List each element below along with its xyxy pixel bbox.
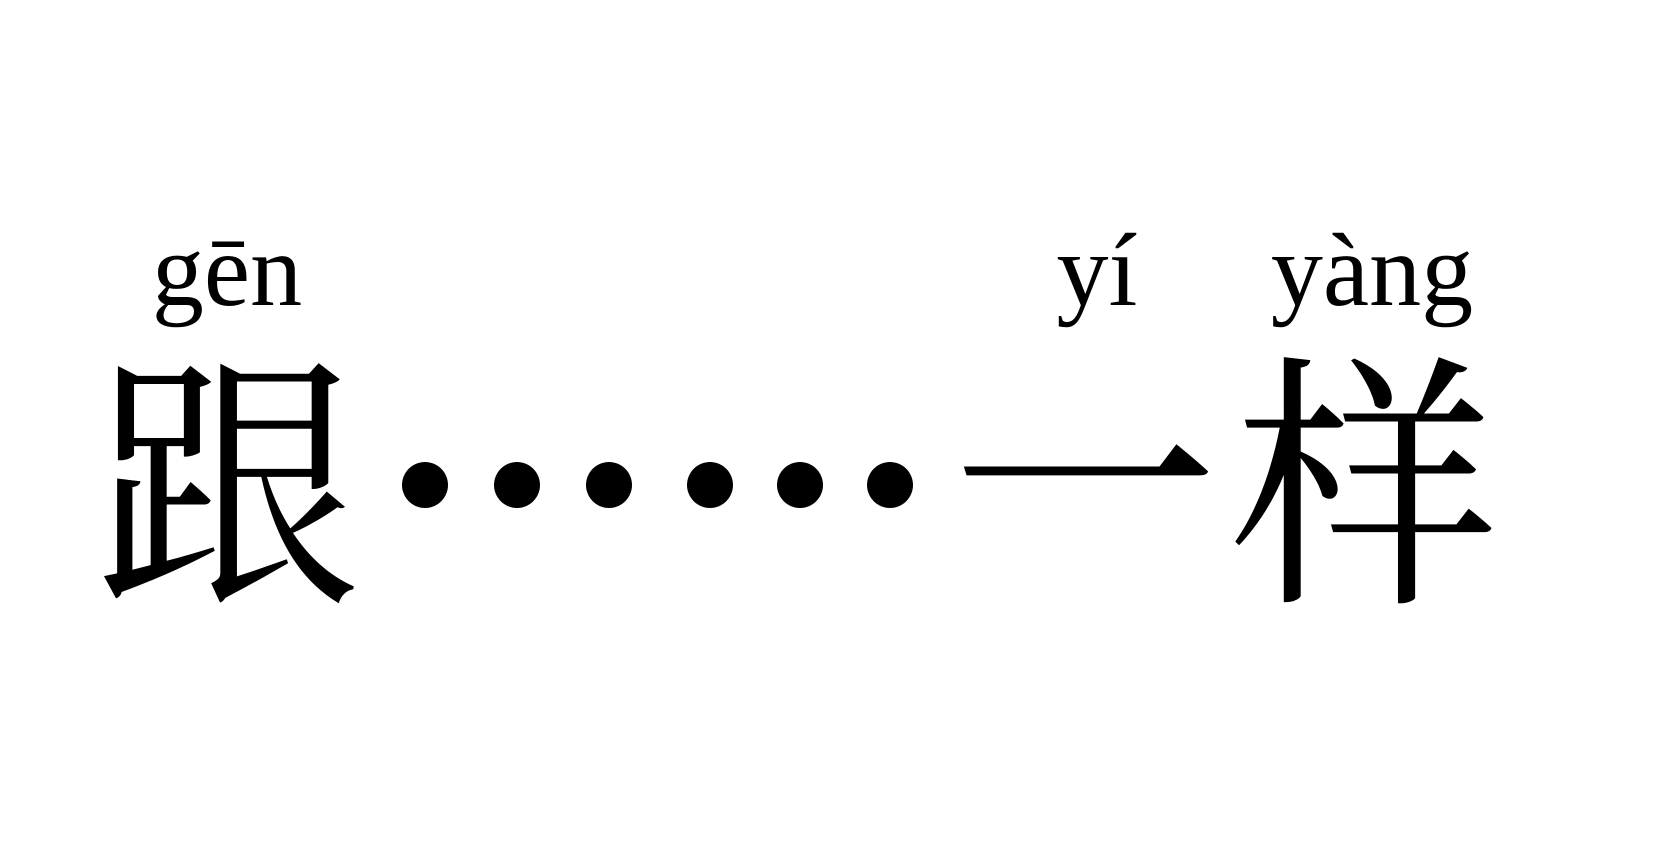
hanzi-gen: 跟 (93, 334, 361, 646)
ellipsis-dot (402, 462, 448, 508)
ellipsis-dot (494, 462, 540, 508)
ellipsis-dot (687, 462, 733, 508)
ellipsis-dot (867, 462, 913, 508)
hanzi-yi: 一 (951, 334, 1219, 646)
ellipsis (380, 440, 920, 530)
ellipsis-dot (777, 462, 823, 508)
hanzi-yang: 样 (1231, 334, 1499, 646)
pinyin-yi: yí (1056, 213, 1138, 328)
pinyin-gen: gēn (151, 213, 303, 328)
ellipsis-dot (586, 462, 632, 508)
pinyin-yang: yàng (1270, 213, 1474, 328)
